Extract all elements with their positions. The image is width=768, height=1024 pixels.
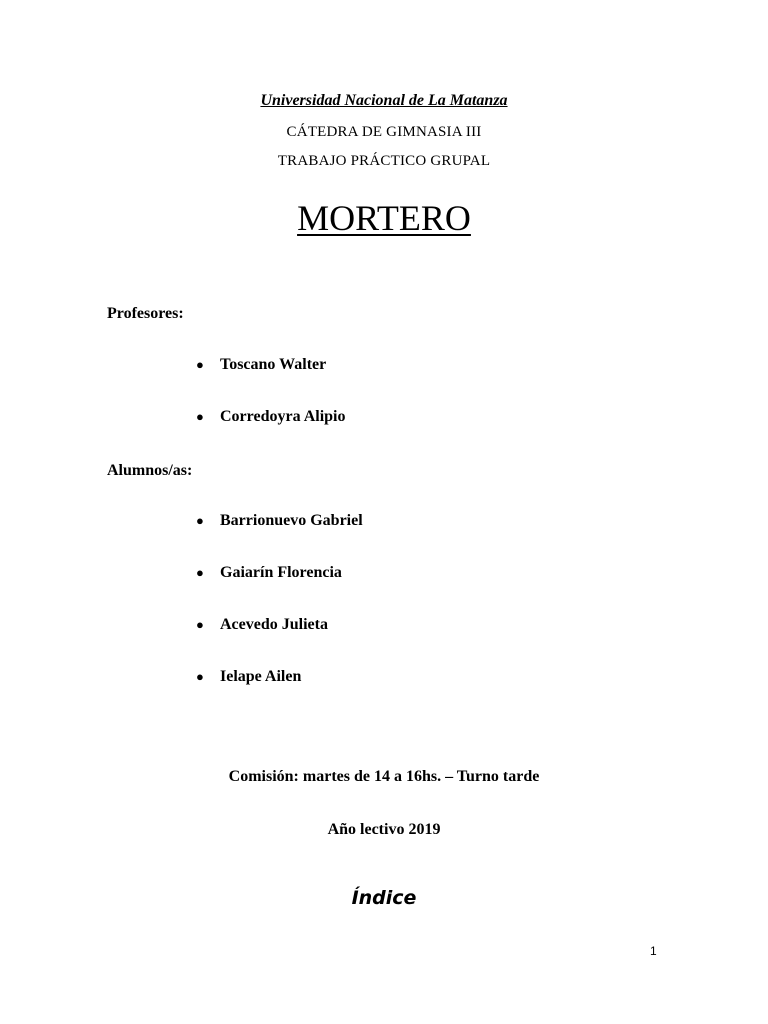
student-name: Barrionuevo Gabriel xyxy=(220,512,363,529)
professor-item xyxy=(196,408,345,426)
academic-year: Año lectivo 2019 xyxy=(327,821,441,838)
bullet-icon: ● xyxy=(196,513,204,528)
page-number: 1 xyxy=(650,944,657,958)
student-item xyxy=(196,668,301,686)
professor-item xyxy=(196,356,326,374)
bullet-icon: ● xyxy=(196,409,204,424)
bullet-icon: ● xyxy=(196,565,204,580)
professor-name: Corredoyra Alipio xyxy=(220,408,346,425)
index-heading: Índice xyxy=(351,887,417,909)
work-type: TRABAJO PRÁCTICO GRUPAL xyxy=(277,153,491,169)
professor-name: Toscano Walter xyxy=(220,356,327,373)
student-item xyxy=(196,564,342,582)
student-name: Ielape Ailen xyxy=(220,668,302,685)
student-item xyxy=(196,512,363,530)
bullet-icon: ● xyxy=(196,669,204,684)
bullet-icon: ● xyxy=(196,617,204,632)
student-name: Gaiarín Florencia xyxy=(220,564,342,581)
university-name: Universidad Nacional de La Matanza xyxy=(260,92,508,109)
professors-label: Profesores: xyxy=(107,305,184,322)
student-item xyxy=(196,616,328,634)
chair-name: CÁTEDRA DE GIMNASIA III xyxy=(286,124,482,140)
bullet-icon: ● xyxy=(196,357,204,372)
commission-info: Comisión: martes de 14 a 16hs. – Turno tarde xyxy=(228,768,540,785)
students-label: Alumnos/as: xyxy=(107,462,193,479)
student-name: Acevedo Julieta xyxy=(220,616,328,633)
document-title: MORTERO xyxy=(297,198,471,238)
